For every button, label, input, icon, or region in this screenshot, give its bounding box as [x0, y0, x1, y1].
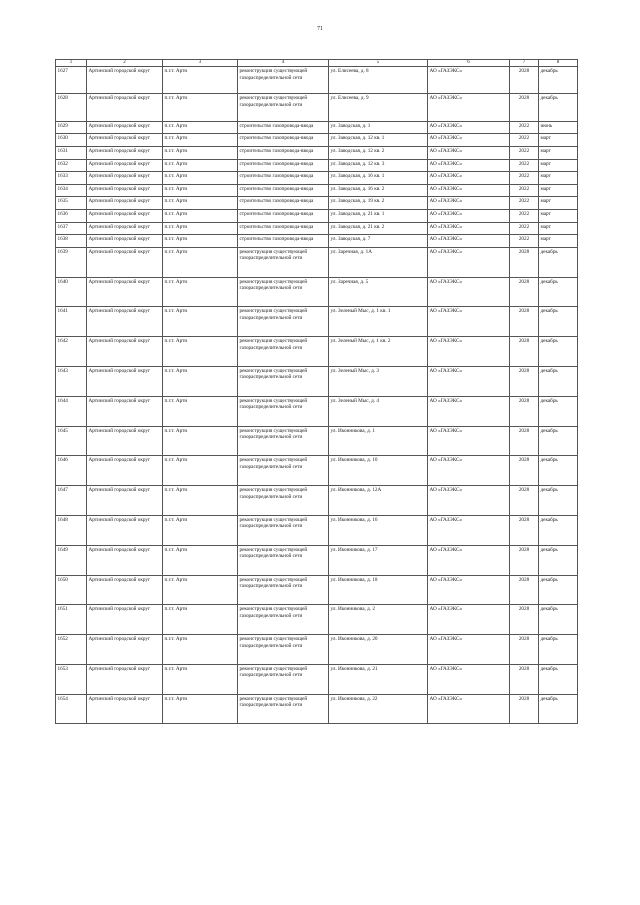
- cell-settlement: п.г.т. Арти: [163, 694, 238, 724]
- cell-district: Артинский городской округ: [87, 121, 163, 134]
- cell-number: 1650: [56, 575, 87, 605]
- cell-settlement: п.г.т. Арти: [163, 222, 238, 235]
- cell-month: март: [539, 209, 578, 222]
- cell-year: 2028: [510, 426, 539, 456]
- cell-address: ул. Зеленый Мыс, д. 1 кв. 1: [329, 307, 428, 337]
- column-header: 1: [56, 60, 87, 67]
- cell-year: 2022: [510, 222, 539, 235]
- cell-settlement: п.г.т. Арти: [163, 545, 238, 575]
- cell-number: 1640: [56, 277, 87, 307]
- cell-organization: АО «ГАЗЭКС»: [428, 134, 510, 147]
- cell-year: 2022: [510, 121, 539, 134]
- cell-organization: АО «ГАЗЭКС»: [428, 184, 510, 197]
- table-body: [56, 67, 578, 724]
- cell-settlement: п.г.т. Арти: [163, 396, 238, 426]
- cell-year: 2022: [510, 146, 539, 159]
- cell-organization: АО «ГАЗЭКС»: [428, 366, 510, 396]
- cell-address: ул. Заводская, д. 16 кв. 2: [329, 184, 428, 197]
- cell-address: ул. Заводская, д. 16 кв. 1: [329, 172, 428, 185]
- cell-district: Артинский городской округ: [87, 94, 163, 121]
- cell-work-type: реконструкция существующей газораспределительной сети: [238, 605, 329, 635]
- table-row: [56, 172, 578, 185]
- cell-settlement: п.г.т. Арти: [163, 307, 238, 337]
- cell-work-type: реконструкция существующей газораспределительной сети: [238, 247, 329, 277]
- cell-address: ул. Заречная, д. 1А: [329, 247, 428, 277]
- table-row: [56, 235, 578, 248]
- cell-settlement: п.г.т. Арти: [163, 159, 238, 172]
- cell-work-type: реконструкция существующей газораспределительной сети: [238, 366, 329, 396]
- cell-number: 1639: [56, 247, 87, 277]
- cell-work-type: строительство газопровода-ввода: [238, 209, 329, 222]
- cell-district: Артинский городской округ: [87, 159, 163, 172]
- cell-work-type: реконструкция существующей газораспределительной сети: [238, 664, 329, 694]
- cell-month: декабрь: [539, 605, 578, 635]
- table-row: [56, 94, 578, 121]
- cell-month: декабрь: [539, 426, 578, 456]
- cell-district: Артинский городской округ: [87, 146, 163, 159]
- cell-year: 2022: [510, 209, 539, 222]
- cell-organization: АО «ГАЗЭКС»: [428, 664, 510, 694]
- table-row: [56, 121, 578, 134]
- cell-address: ул. Иконникова, д. 16: [329, 515, 428, 545]
- cell-work-type: реконструкция существующей газораспределительной сети: [238, 515, 329, 545]
- cell-number: 1653: [56, 664, 87, 694]
- table-row: [56, 247, 578, 277]
- table-row: [56, 694, 578, 724]
- cell-year: 2028: [510, 456, 539, 486]
- cell-settlement: п.г.т. Арти: [163, 635, 238, 665]
- table-row: [56, 222, 578, 235]
- cell-address: ул. Иконникова, д. 1: [329, 426, 428, 456]
- cell-month: декабрь: [539, 515, 578, 545]
- cell-year: 2028: [510, 247, 539, 277]
- cell-month: декабрь: [539, 247, 578, 277]
- cell-month: декабрь: [539, 545, 578, 575]
- cell-year: 2022: [510, 159, 539, 172]
- cell-address: ул. Иконникова, д. 2: [329, 605, 428, 635]
- cell-settlement: п.г.т. Арти: [163, 184, 238, 197]
- cell-district: Артинский городской округ: [87, 515, 163, 545]
- cell-district: Артинский городской округ: [87, 545, 163, 575]
- cell-number: 1642: [56, 337, 87, 367]
- cell-year: 2028: [510, 94, 539, 121]
- cell-work-type: реконструкция существующей газораспределительной сети: [238, 426, 329, 456]
- cell-organization: АО «ГАЗЭКС»: [428, 456, 510, 486]
- cell-settlement: п.г.т. Арти: [163, 277, 238, 307]
- cell-district: Артинский городской округ: [87, 184, 163, 197]
- column-header: 3: [163, 60, 238, 67]
- cell-number: 1629: [56, 121, 87, 134]
- table-row: [56, 307, 578, 337]
- cell-settlement: п.г.т. Арти: [163, 515, 238, 545]
- cell-number: 1636: [56, 209, 87, 222]
- cell-year: 2028: [510, 664, 539, 694]
- cell-month: декабрь: [539, 664, 578, 694]
- cell-settlement: п.г.т. Арти: [163, 456, 238, 486]
- cell-work-type: строительство газопровода-ввода: [238, 159, 329, 172]
- cell-work-type: реконструкция существующей газораспределительной сети: [238, 94, 329, 121]
- cell-year: 2028: [510, 67, 539, 94]
- table-row: [56, 515, 578, 545]
- cell-address: ул. Зеленый Мыс, д. 4: [329, 396, 428, 426]
- cell-address: ул. Заводская, д. 1: [329, 121, 428, 134]
- table-row: [56, 134, 578, 147]
- cell-organization: АО «ГАЗЭКС»: [428, 172, 510, 185]
- column-header: 2: [87, 60, 163, 67]
- cell-district: Артинский городской округ: [87, 222, 163, 235]
- table-row: [56, 277, 578, 307]
- page-number: 71: [317, 26, 323, 32]
- cell-work-type: строительство газопровода-ввода: [238, 184, 329, 197]
- cell-work-type: реконструкция существующей газораспределительной сети: [238, 307, 329, 337]
- cell-district: Артинский городской округ: [87, 486, 163, 516]
- cell-year: 2022: [510, 184, 539, 197]
- cell-address: ул. Заводская, д. 7: [329, 235, 428, 248]
- cell-organization: АО «ГАЗЭКС»: [428, 396, 510, 426]
- cell-address: ул. Заречная, д. 5: [329, 277, 428, 307]
- register-table: [55, 59, 578, 724]
- cell-organization: АО «ГАЗЭКС»: [428, 277, 510, 307]
- cell-address: ул. Зеленый Мыс, д. 1 кв. 2: [329, 337, 428, 367]
- cell-settlement: п.г.т. Арти: [163, 197, 238, 210]
- cell-number: 1628: [56, 94, 87, 121]
- cell-settlement: п.г.т. Арти: [163, 426, 238, 456]
- table-row: [56, 159, 578, 172]
- cell-organization: АО «ГАЗЭКС»: [428, 486, 510, 516]
- cell-address: ул. Иконникова, д. 10: [329, 456, 428, 486]
- cell-settlement: п.г.т. Арти: [163, 134, 238, 147]
- cell-address: ул. Елисеева, д. 9: [329, 94, 428, 121]
- cell-organization: АО «ГАЗЭКС»: [428, 635, 510, 665]
- cell-work-type: строительство газопровода-ввода: [238, 197, 329, 210]
- cell-year: 2022: [510, 172, 539, 185]
- cell-district: Артинский городской округ: [87, 209, 163, 222]
- cell-district: Артинский городской округ: [87, 197, 163, 210]
- cell-number: 1638: [56, 235, 87, 248]
- cell-district: Артинский городской округ: [87, 172, 163, 185]
- cell-number: 1635: [56, 197, 87, 210]
- cell-organization: АО «ГАЗЭКС»: [428, 222, 510, 235]
- cell-month: декабрь: [539, 486, 578, 516]
- cell-address: ул. Иконникова, д. 12А: [329, 486, 428, 516]
- table-row: [56, 337, 578, 367]
- cell-address: ул. Заводская, д. 19 кв. 2: [329, 197, 428, 210]
- cell-month: июнь: [539, 121, 578, 134]
- cell-work-type: реконструкция существующей газораспределительной сети: [238, 486, 329, 516]
- cell-organization: АО «ГАЗЭКС»: [428, 307, 510, 337]
- table-row: [56, 486, 578, 516]
- cell-organization: АО «ГАЗЭКС»: [428, 159, 510, 172]
- table-row: [56, 67, 578, 94]
- cell-year: 2028: [510, 545, 539, 575]
- table-row: [56, 605, 578, 635]
- cell-number: 1652: [56, 635, 87, 665]
- cell-month: март: [539, 235, 578, 248]
- cell-number: 1648: [56, 515, 87, 545]
- cell-year: 2022: [510, 197, 539, 210]
- cell-month: март: [539, 197, 578, 210]
- cell-month: декабрь: [539, 456, 578, 486]
- cell-number: 1637: [56, 222, 87, 235]
- cell-month: декабрь: [539, 337, 578, 367]
- cell-work-type: реконструкция существующей газораспределительной сети: [238, 635, 329, 665]
- table-row: [56, 184, 578, 197]
- cell-district: Артинский городской округ: [87, 426, 163, 456]
- cell-work-type: реконструкция существующей газораспределительной сети: [238, 67, 329, 94]
- cell-work-type: строительство газопровода-ввода: [238, 146, 329, 159]
- cell-number: 1633: [56, 172, 87, 185]
- cell-month: декабрь: [539, 396, 578, 426]
- cell-address: ул. Заводская, д. 12 кв. 3: [329, 159, 428, 172]
- cell-organization: АО «ГАЗЭКС»: [428, 94, 510, 121]
- cell-settlement: п.г.т. Арти: [163, 235, 238, 248]
- cell-district: Артинский городской округ: [87, 366, 163, 396]
- cell-year: 2022: [510, 235, 539, 248]
- cell-work-type: реконструкция существующей газораспределительной сети: [238, 545, 329, 575]
- cell-district: Артинский городской округ: [87, 456, 163, 486]
- cell-organization: АО «ГАЗЭКС»: [428, 575, 510, 605]
- cell-month: декабрь: [539, 94, 578, 121]
- table-row: [56, 456, 578, 486]
- cell-number: 1645: [56, 426, 87, 456]
- cell-organization: АО «ГАЗЭКС»: [428, 515, 510, 545]
- cell-number: 1647: [56, 486, 87, 516]
- cell-year: 2028: [510, 307, 539, 337]
- cell-number: 1630: [56, 134, 87, 147]
- cell-work-type: строительство газопровода-ввода: [238, 134, 329, 147]
- cell-district: Артинский городской округ: [87, 396, 163, 426]
- cell-district: Артинский городской округ: [87, 134, 163, 147]
- cell-organization: АО «ГАЗЭКС»: [428, 545, 510, 575]
- table-row: [56, 426, 578, 456]
- cell-month: март: [539, 134, 578, 147]
- cell-address: ул. Заводская, д. 12 кв. 2: [329, 146, 428, 159]
- cell-district: Артинский городской округ: [87, 67, 163, 94]
- cell-organization: АО «ГАЗЭКС»: [428, 67, 510, 94]
- cell-number: 1649: [56, 545, 87, 575]
- cell-number: 1634: [56, 184, 87, 197]
- cell-work-type: реконструкция существующей газораспределительной сети: [238, 456, 329, 486]
- cell-work-type: строительство газопровода-ввода: [238, 121, 329, 134]
- cell-district: Артинский городской округ: [87, 635, 163, 665]
- cell-number: 1644: [56, 396, 87, 426]
- cell-organization: АО «ГАЗЭКС»: [428, 235, 510, 248]
- table-row: [56, 396, 578, 426]
- cell-settlement: п.г.т. Арти: [163, 337, 238, 367]
- cell-organization: АО «ГАЗЭКС»: [428, 337, 510, 367]
- cell-settlement: п.г.т. Арти: [163, 172, 238, 185]
- cell-year: 2028: [510, 396, 539, 426]
- table-row: [56, 635, 578, 665]
- cell-number: 1646: [56, 456, 87, 486]
- cell-settlement: п.г.т. Арти: [163, 664, 238, 694]
- cell-settlement: п.г.т. Арти: [163, 366, 238, 396]
- cell-month: март: [539, 184, 578, 197]
- cell-address: ул. Елисеева, д. 8: [329, 67, 428, 94]
- cell-year: 2028: [510, 694, 539, 724]
- cell-work-type: строительство газопровода-ввода: [238, 222, 329, 235]
- cell-month: декабрь: [539, 694, 578, 724]
- cell-district: Артинский городской округ: [87, 337, 163, 367]
- cell-year: 2028: [510, 277, 539, 307]
- cell-address: ул. Зеленый Мыс, д. 3: [329, 366, 428, 396]
- cell-number: 1654: [56, 694, 87, 724]
- column-header: 6: [428, 60, 510, 67]
- table-row: [56, 209, 578, 222]
- cell-month: декабрь: [539, 307, 578, 337]
- cell-district: Артинский городской округ: [87, 664, 163, 694]
- table-row: [56, 664, 578, 694]
- cell-number: 1651: [56, 605, 87, 635]
- table-row: [56, 366, 578, 396]
- cell-number: 1641: [56, 307, 87, 337]
- cell-settlement: п.г.т. Арти: [163, 146, 238, 159]
- cell-work-type: реконструкция существующей газораспределительной сети: [238, 694, 329, 724]
- column-header: 7: [510, 60, 539, 67]
- table-row: [56, 197, 578, 210]
- cell-settlement: п.г.т. Арти: [163, 209, 238, 222]
- cell-work-type: реконструкция существующей газораспределительной сети: [238, 337, 329, 367]
- cell-organization: АО «ГАЗЭКС»: [428, 247, 510, 277]
- cell-month: декабрь: [539, 277, 578, 307]
- cell-settlement: п.г.т. Арти: [163, 575, 238, 605]
- table-row: [56, 575, 578, 605]
- cell-month: декабрь: [539, 366, 578, 396]
- cell-year: 2028: [510, 605, 539, 635]
- cell-address: ул. Иконникова, д. 21: [329, 664, 428, 694]
- cell-number: 1631: [56, 146, 87, 159]
- column-number-row: [56, 60, 578, 67]
- cell-district: Артинский городской округ: [87, 605, 163, 635]
- cell-work-type: строительство газопровода-ввода: [238, 172, 329, 185]
- cell-organization: АО «ГАЗЭКС»: [428, 694, 510, 724]
- cell-organization: АО «ГАЗЭКС»: [428, 121, 510, 134]
- cell-address: ул. Заводская, д. 21 кв. 2: [329, 222, 428, 235]
- cell-work-type: реконструкция существующей газораспределительной сети: [238, 396, 329, 426]
- cell-month: март: [539, 172, 578, 185]
- cell-year: 2028: [510, 486, 539, 516]
- cell-work-type: реконструкция существующей газораспределительной сети: [238, 277, 329, 307]
- cell-district: Артинский городской округ: [87, 694, 163, 724]
- cell-year: 2028: [510, 575, 539, 605]
- cell-month: март: [539, 222, 578, 235]
- cell-district: Артинский городской округ: [87, 307, 163, 337]
- cell-year: 2022: [510, 134, 539, 147]
- cell-year: 2028: [510, 337, 539, 367]
- cell-year: 2028: [510, 515, 539, 545]
- cell-address: ул. Иконникова, д. 18: [329, 575, 428, 605]
- cell-work-type: реконструкция существующей газораспределительной сети: [238, 575, 329, 605]
- cell-number: 1643: [56, 366, 87, 396]
- cell-month: декабрь: [539, 67, 578, 94]
- cell-settlement: п.г.т. Арти: [163, 605, 238, 635]
- cell-month: март: [539, 159, 578, 172]
- cell-work-type: строительство газопровода-ввода: [238, 235, 329, 248]
- table-row: [56, 146, 578, 159]
- cell-organization: АО «ГАЗЭКС»: [428, 209, 510, 222]
- cell-settlement: п.г.т. Арти: [163, 67, 238, 94]
- cell-number: 1627: [56, 67, 87, 94]
- cell-settlement: п.г.т. Арти: [163, 486, 238, 516]
- cell-address: ул. Иконникова, д. 22: [329, 694, 428, 724]
- cell-month: март: [539, 146, 578, 159]
- column-header: 4: [238, 60, 329, 67]
- cell-address: ул. Заводская, д. 12 кв. 1: [329, 134, 428, 147]
- cell-district: Артинский городской округ: [87, 277, 163, 307]
- cell-settlement: п.г.т. Арти: [163, 247, 238, 277]
- cell-year: 2028: [510, 635, 539, 665]
- cell-month: декабрь: [539, 635, 578, 665]
- cell-address: ул. Иконникова, д. 17: [329, 545, 428, 575]
- column-header: 5: [329, 60, 428, 67]
- cell-district: Артинский городской округ: [87, 575, 163, 605]
- cell-organization: АО «ГАЗЭКС»: [428, 197, 510, 210]
- cell-address: ул. Иконникова, д. 20: [329, 635, 428, 665]
- cell-settlement: п.г.т. Арти: [163, 94, 238, 121]
- cell-organization: АО «ГАЗЭКС»: [428, 426, 510, 456]
- cell-number: 1632: [56, 159, 87, 172]
- cell-settlement: п.г.т. Арти: [163, 121, 238, 134]
- column-header: 8: [539, 60, 578, 67]
- cell-month: декабрь: [539, 575, 578, 605]
- cell-year: 2028: [510, 366, 539, 396]
- table-row: [56, 545, 578, 575]
- cell-district: Артинский городской округ: [87, 247, 163, 277]
- cell-organization: АО «ГАЗЭКС»: [428, 146, 510, 159]
- cell-district: Артинский городской округ: [87, 235, 163, 248]
- cell-organization: АО «ГАЗЭКС»: [428, 605, 510, 635]
- cell-address: ул. Заводская, д. 21 кв. 1: [329, 209, 428, 222]
